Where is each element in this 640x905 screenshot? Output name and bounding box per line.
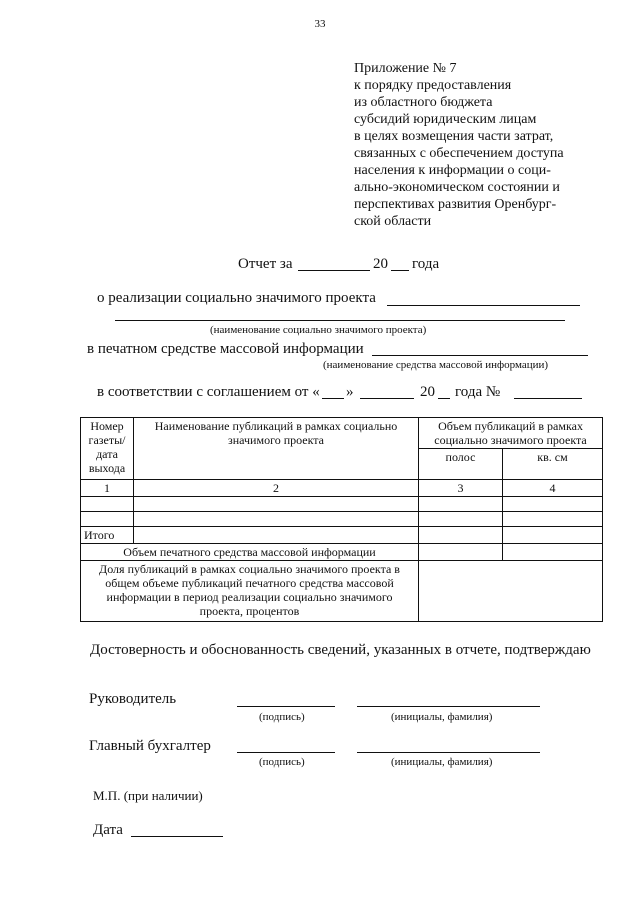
accountant-signature-field[interactable] xyxy=(237,752,335,753)
appendix-line: населения к информации о соци- xyxy=(354,163,551,178)
project-label: о реализации социально значимого проекта xyxy=(97,290,376,306)
agreement-month-field[interactable] xyxy=(360,398,414,399)
total-sqcm-cell[interactable] xyxy=(503,527,603,544)
appendix-line: связанных с обеспечением доступа xyxy=(354,146,564,161)
agreement-suffix: года № xyxy=(455,384,501,400)
report-title-prefix: Отчет за xyxy=(238,256,293,272)
date-field[interactable] xyxy=(131,836,223,837)
table-cell[interactable] xyxy=(503,497,603,512)
head-signature-caption: (подпись) xyxy=(259,711,305,723)
table-cell[interactable] xyxy=(134,512,419,527)
accountant-name-field[interactable] xyxy=(357,752,540,753)
report-year-field[interactable] xyxy=(391,270,409,271)
appendix-line: ской области xyxy=(354,214,432,229)
confirmation-text: Достоверность и обоснованность сведений, указанных в отчете, подтверждаю xyxy=(90,642,591,658)
project-name-field-2[interactable] xyxy=(115,320,565,321)
column-number: 4 xyxy=(503,480,603,497)
agreement-quote-close: » xyxy=(346,384,354,400)
media-label: в печатном средстве массовой информации xyxy=(87,341,364,357)
total-pages-cell[interactable] xyxy=(419,527,503,544)
total-row xyxy=(81,527,603,544)
appendix-line: субсидий юридическим лицам xyxy=(354,112,537,127)
volume-sqcm-cell[interactable] xyxy=(503,544,603,561)
header-publication-name: Наименование публикаций в рамках социально значимого проекта xyxy=(134,418,419,480)
date-label: Дата xyxy=(93,822,123,838)
appendix-line: к порядку предоставления xyxy=(354,78,512,93)
appendix-line: ально-экономическом состоянии и xyxy=(354,180,560,195)
appendix-line: в целях возмещения части затрат, xyxy=(354,129,554,144)
report-period-field[interactable] xyxy=(298,270,370,271)
head-name-caption: (инициалы, фамилия) xyxy=(391,711,493,723)
agreement-year-prefix: 20 xyxy=(420,384,435,400)
report-table xyxy=(80,417,603,622)
header-pages: полос xyxy=(419,449,503,480)
head-signature-field[interactable] xyxy=(237,706,335,707)
agreement-year-field[interactable] xyxy=(438,398,450,399)
total-cell[interactable] xyxy=(134,527,419,544)
header-publication-volume: Объем публикаций в рамках социально значимого проекта xyxy=(419,418,603,449)
table-cell[interactable] xyxy=(419,512,503,527)
appendix-header xyxy=(354,60,564,230)
project-caption: (наименование социально значимого проекта) xyxy=(210,324,427,336)
agreement-number-field[interactable] xyxy=(514,398,582,399)
total-label: Итого xyxy=(81,527,134,544)
volume-label: Объем печатного средства массовой информации xyxy=(81,544,419,561)
table-cell[interactable] xyxy=(81,512,134,527)
appendix-line: перспективах развития Оренбург- xyxy=(354,197,557,212)
column-number: 2 xyxy=(134,480,419,497)
table-row xyxy=(81,512,603,527)
table-cell[interactable] xyxy=(134,497,419,512)
column-number: 3 xyxy=(419,480,503,497)
column-number: 1 xyxy=(81,480,134,497)
volume-pages-cell[interactable] xyxy=(419,544,503,561)
agreement-day-field[interactable] xyxy=(322,398,344,399)
volume-row xyxy=(81,544,603,561)
table-cell[interactable] xyxy=(419,497,503,512)
table-cell[interactable] xyxy=(503,512,603,527)
table-row xyxy=(81,497,603,512)
project-name-field[interactable] xyxy=(387,305,580,306)
page-number: 33 xyxy=(314,18,326,30)
header-issue-number: Номер газеты/ дата выхода xyxy=(81,418,134,480)
media-caption: (наименование средства массовой информации) xyxy=(323,359,549,371)
share-label: Доля публикаций в рамках социально значимого проекта в общем объеме публикаций печатного средства массовой информации в период реализации социально значимого проекта, процентов xyxy=(81,561,419,622)
accountant-signature-caption: (подпись) xyxy=(259,756,305,768)
media-name-field[interactable] xyxy=(372,355,588,356)
head-name-field[interactable] xyxy=(357,706,540,707)
header-sq-cm: кв. см xyxy=(503,449,603,480)
table-cell[interactable] xyxy=(81,497,134,512)
accountant-name-caption: (инициалы, фамилия) xyxy=(391,756,493,768)
appendix-line: Приложение № 7 xyxy=(354,61,457,76)
head-label: Руководитель xyxy=(89,691,177,707)
share-row xyxy=(81,561,603,622)
share-value-cell[interactable] xyxy=(419,561,603,622)
appendix-line: из областного бюджета xyxy=(354,95,493,110)
stamp-label: М.П. (при наличии) xyxy=(93,788,203,803)
agreement-label: в соответствии с соглашением от « xyxy=(97,384,320,400)
report-year-suffix: года xyxy=(412,256,440,272)
report-year-prefix: 20 xyxy=(373,256,388,272)
accountant-label: Главный бухгалтер xyxy=(89,738,211,754)
